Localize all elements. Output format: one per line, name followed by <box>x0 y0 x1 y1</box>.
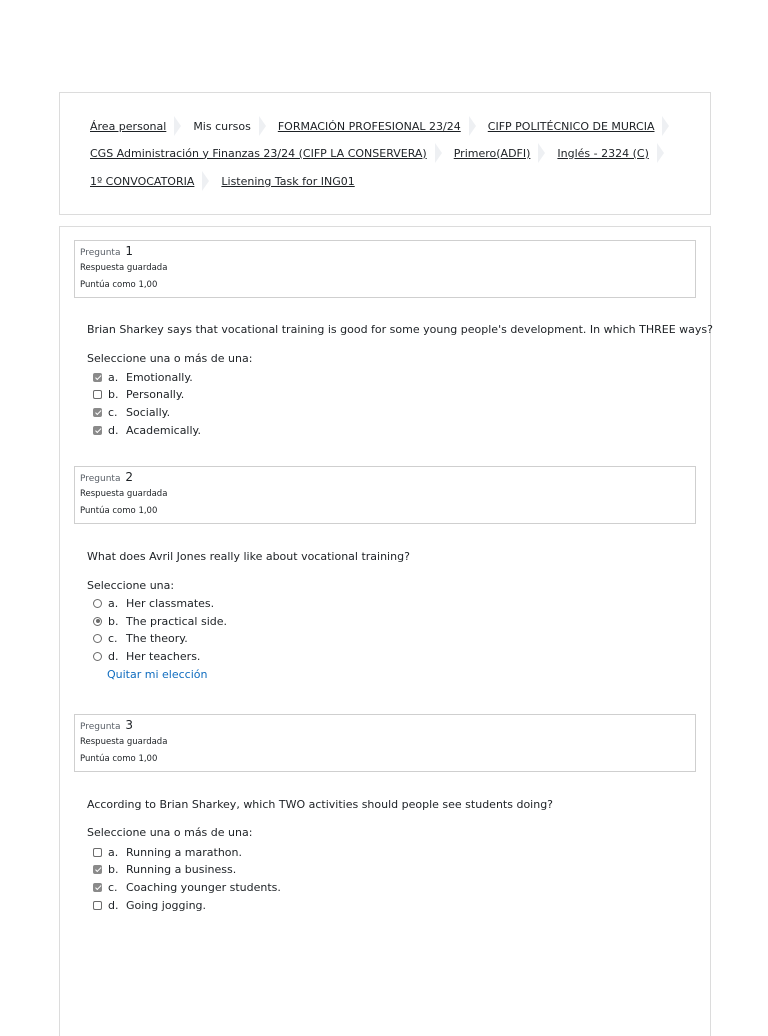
breadcrumb-cifp-politecnico[interactable]: CIFP POLITÉCNICO DE MURCIA <box>487 119 655 133</box>
breadcrumb-ingles[interactable]: Inglés - 2324 (C) <box>557 146 649 160</box>
checkbox[interactable] <box>93 848 102 857</box>
question-info <box>74 466 696 524</box>
breadcrumb-formacion-profesional[interactable]: FORMACIÓN PROFESIONAL 23/24 <box>277 119 461 133</box>
answer-option[interactable]: c. Coaching younger students. <box>93 880 281 894</box>
question-text: Brian Sharkey says that vocational training is good for some young people's development. In which THREE ways? <box>87 323 713 336</box>
checkbox[interactable] <box>93 390 102 399</box>
question-text: According to Brian Sharkey, which TWO activities should people see students doing? <box>87 798 554 811</box>
breadcrumb-cgs-administracion[interactable]: CGS Administración y Finanzas 23/24 (CIFP LA CONSERVERA) <box>90 146 427 160</box>
answer-prompt: Seleccione una o más de una: <box>87 826 253 839</box>
breadcrumb-separator <box>435 143 442 163</box>
question-grade: Puntúa como 1,00 <box>80 280 158 290</box>
clear-choice-link[interactable]: Quitar mi elección <box>107 668 208 681</box>
question-number: Pregunta 1 <box>80 244 133 258</box>
breadcrumb-separator <box>174 116 181 136</box>
answer-option[interactable]: c. Socially. <box>93 405 170 419</box>
radio-button[interactable] <box>93 634 102 643</box>
question-info <box>74 240 696 298</box>
question-text: What does Avril Jones really like about vocational training? <box>87 550 410 563</box>
breadcrumb-separator <box>469 116 476 136</box>
answer-option[interactable]: a. Emotionally. <box>93 370 193 384</box>
breadcrumb-listening-task[interactable]: Listening Task for ING01 <box>221 174 355 188</box>
breadcrumb-primero[interactable]: Primero(ADFI) <box>453 146 531 160</box>
breadcrumb-area-personal[interactable]: Área personal <box>90 119 167 133</box>
answer-option[interactable]: b. Personally. <box>93 387 184 401</box>
checkbox[interactable] <box>93 901 102 910</box>
question-state: Respuesta guardada <box>80 263 168 273</box>
answer-option[interactable]: d. Academically. <box>93 423 201 437</box>
breadcrumb-row <box>90 171 355 191</box>
question-state: Respuesta guardada <box>80 737 168 747</box>
breadcrumb-separator <box>657 143 664 163</box>
breadcrumb <box>59 92 711 215</box>
answer-option[interactable]: d. Her teachers. <box>93 649 200 663</box>
checkbox-checked[interactable] <box>93 426 102 435</box>
answer-option[interactable]: c. The theory. <box>93 631 188 645</box>
breadcrumb-mis-cursos: Mis cursos <box>193 119 251 133</box>
answer-option[interactable]: a. Running a marathon. <box>93 845 242 859</box>
answer-option[interactable]: a. Her classmates. <box>93 596 214 610</box>
radio-button[interactable] <box>93 599 102 608</box>
question-grade: Puntúa como 1,00 <box>80 506 158 516</box>
answer-option[interactable]: d. Going jogging. <box>93 898 206 912</box>
checkbox-checked[interactable] <box>93 408 102 417</box>
answer-option[interactable]: b. Running a business. <box>93 862 236 876</box>
answer-prompt: Seleccione una o más de una: <box>87 352 253 365</box>
question-number: Pregunta 3 <box>80 718 133 732</box>
breadcrumb-separator <box>259 116 266 136</box>
breadcrumb-row <box>90 116 681 136</box>
question-number: Pregunta 2 <box>80 470 133 484</box>
checkbox-checked[interactable] <box>93 883 102 892</box>
radio-button[interactable] <box>93 652 102 661</box>
radio-button-selected[interactable] <box>93 617 102 626</box>
question-state: Respuesta guardada <box>80 489 168 499</box>
question-grade: Puntúa como 1,00 <box>80 754 158 764</box>
breadcrumb-convocatoria[interactable]: 1º CONVOCATORIA <box>90 174 195 188</box>
checkbox-checked[interactable] <box>93 373 102 382</box>
checkbox-checked[interactable] <box>93 865 102 874</box>
breadcrumb-separator <box>202 171 209 191</box>
breadcrumb-row <box>90 143 676 163</box>
breadcrumb-separator <box>538 143 545 163</box>
breadcrumb-separator <box>662 116 669 136</box>
answer-option[interactable]: b. The practical side. <box>93 614 227 628</box>
question-info <box>74 714 696 772</box>
answer-prompt: Seleccione una: <box>87 579 175 592</box>
